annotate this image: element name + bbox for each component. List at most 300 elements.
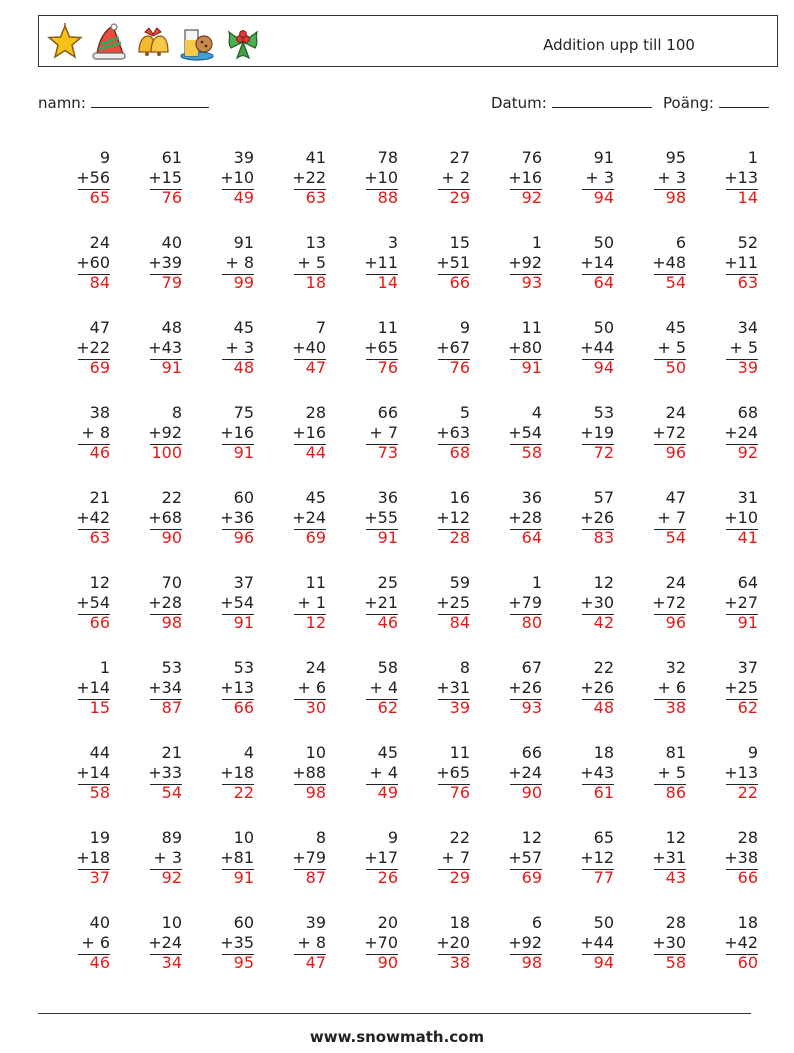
addition-problem (614, 913, 686, 998)
sum-rule (582, 784, 614, 785)
problem-grid (38, 148, 758, 998)
answer: 66 (449, 273, 470, 292)
addition-problem (686, 488, 758, 573)
answer: 68 (449, 443, 470, 462)
addition-problem (182, 913, 254, 998)
second-addend: +22 (292, 168, 326, 187)
addition-problem (542, 318, 614, 403)
addition-problem (542, 488, 614, 573)
sum-rule (222, 614, 254, 615)
sum-rule (726, 189, 758, 190)
first-addend: 89 (161, 828, 182, 847)
answer: 63 (305, 188, 326, 207)
answer: 91 (233, 868, 254, 887)
second-addend: +56 (76, 168, 110, 187)
first-addend: 1 (747, 148, 758, 167)
sum-rule (582, 954, 614, 955)
addition-problem (686, 573, 758, 658)
addition-problem (470, 233, 542, 318)
answer: 91 (737, 613, 758, 632)
addition-problem (614, 318, 686, 403)
addition-problem (38, 318, 110, 403)
answer: 94 (593, 358, 614, 377)
sum-rule (294, 529, 326, 530)
answer: 46 (89, 953, 110, 972)
first-addend: 95 (665, 148, 686, 167)
first-addend: 50 (593, 913, 614, 932)
second-addend: +38 (724, 848, 758, 867)
sum-rule (222, 699, 254, 700)
problem-row (38, 913, 758, 998)
sum-rule (222, 444, 254, 445)
sum-rule (654, 784, 686, 785)
addition-problem (326, 403, 398, 488)
second-addend: +40 (292, 338, 326, 357)
answer: 91 (377, 528, 398, 547)
addition-problem (182, 743, 254, 828)
addition-problem (614, 573, 686, 658)
second-addend: + 2 (441, 168, 470, 187)
answer: 90 (377, 953, 398, 972)
second-addend: +70 (364, 933, 398, 952)
first-addend: 48 (161, 318, 182, 337)
first-addend: 78 (377, 148, 398, 167)
first-addend: 37 (233, 573, 254, 592)
addition-problem (182, 658, 254, 743)
first-addend: 18 (593, 743, 614, 762)
worksheet-title: Addition upp till 100 (543, 36, 695, 54)
sum-rule (366, 699, 398, 700)
sum-rule (222, 274, 254, 275)
sum-rule (366, 869, 398, 870)
addition-problem (614, 403, 686, 488)
sum-rule (726, 529, 758, 530)
second-addend: +34 (148, 678, 182, 697)
second-addend: +25 (436, 593, 470, 612)
first-addend: 10 (161, 913, 182, 932)
answer: 29 (449, 868, 470, 887)
first-addend: 5 (459, 403, 470, 422)
sum-rule (294, 274, 326, 275)
second-addend: +16 (292, 423, 326, 442)
sum-rule (366, 529, 398, 530)
second-addend: + 4 (369, 763, 398, 782)
first-addend: 53 (593, 403, 614, 422)
sum-rule (366, 274, 398, 275)
first-addend: 47 (89, 318, 110, 337)
problem-row (38, 318, 758, 403)
sum-rule (582, 444, 614, 445)
second-addend: +24 (724, 423, 758, 442)
addition-problem (254, 828, 326, 913)
answer: 49 (377, 783, 398, 802)
addition-problem (614, 233, 686, 318)
first-addend: 41 (305, 148, 326, 167)
sum-rule (222, 189, 254, 190)
addition-problem (686, 403, 758, 488)
first-addend: 45 (665, 318, 686, 337)
sum-rule (294, 189, 326, 190)
sum-rule (366, 189, 398, 190)
answer: 69 (521, 868, 542, 887)
second-addend: + 7 (369, 423, 398, 442)
first-addend: 19 (89, 828, 110, 847)
santa-hat-icon (89, 22, 129, 62)
answer: 22 (737, 783, 758, 802)
first-addend: 57 (593, 488, 614, 507)
footer-divider (38, 1013, 751, 1014)
addition-problem (398, 488, 470, 573)
answer: 26 (377, 868, 398, 887)
sum-rule (582, 699, 614, 700)
score-blank (719, 93, 769, 108)
first-addend: 20 (377, 913, 398, 932)
problem-row (38, 828, 758, 913)
header-box (38, 15, 778, 67)
name-label: namn: (38, 94, 86, 112)
answer: 80 (521, 613, 542, 632)
first-addend: 10 (305, 743, 326, 762)
first-addend: 22 (593, 658, 614, 677)
answer: 62 (737, 698, 758, 717)
answer: 84 (449, 613, 470, 632)
addition-problem (542, 743, 614, 828)
answer: 96 (233, 528, 254, 547)
answer: 83 (593, 528, 614, 547)
second-addend: + 1 (297, 593, 326, 612)
first-addend: 65 (593, 828, 614, 847)
answer: 63 (89, 528, 110, 547)
addition-problem (398, 658, 470, 743)
sum-rule (78, 359, 110, 360)
date-blank (552, 93, 652, 108)
first-addend: 10 (233, 828, 254, 847)
first-addend: 27 (449, 148, 470, 167)
first-addend: 45 (305, 488, 326, 507)
sum-rule (78, 699, 110, 700)
sum-rule (726, 614, 758, 615)
second-addend: + 6 (657, 678, 686, 697)
answer: 43 (665, 868, 686, 887)
answer: 30 (305, 698, 326, 717)
sum-rule (654, 699, 686, 700)
sum-rule (78, 614, 110, 615)
sum-rule (78, 189, 110, 190)
problem-row (38, 233, 758, 318)
christmas-bells-icon (133, 22, 173, 62)
answer: 98 (305, 783, 326, 802)
first-addend: 39 (233, 148, 254, 167)
second-addend: + 5 (729, 338, 758, 357)
addition-problem (254, 403, 326, 488)
answer: 76 (449, 358, 470, 377)
second-addend: +92 (148, 423, 182, 442)
second-addend: +35 (220, 933, 254, 952)
addition-problem (614, 658, 686, 743)
first-addend: 70 (161, 573, 182, 592)
first-addend: 18 (449, 913, 470, 932)
first-addend: 9 (387, 828, 398, 847)
answer: 86 (665, 783, 686, 802)
second-addend: +25 (724, 678, 758, 697)
addition-problem (326, 913, 398, 998)
addition-problem (470, 658, 542, 743)
addition-problem (398, 148, 470, 233)
first-addend: 37 (737, 658, 758, 677)
second-addend: +39 (148, 253, 182, 272)
addition-problem (110, 403, 182, 488)
second-addend: +79 (508, 593, 542, 612)
answer: 47 (305, 358, 326, 377)
second-addend: +44 (580, 338, 614, 357)
answer: 64 (593, 273, 614, 292)
answer: 42 (593, 613, 614, 632)
answer: 72 (593, 443, 614, 462)
sum-rule (726, 954, 758, 955)
answer: 88 (377, 188, 398, 207)
first-addend: 91 (593, 148, 614, 167)
first-addend: 8 (171, 403, 182, 422)
addition-problem (110, 913, 182, 998)
first-addend: 4 (531, 403, 542, 422)
second-addend: + 3 (153, 848, 182, 867)
sum-rule (654, 869, 686, 870)
addition-problem (254, 913, 326, 998)
sum-rule (438, 699, 470, 700)
addition-problem (182, 488, 254, 573)
milk-and-cookie-icon (177, 22, 217, 62)
first-addend: 36 (377, 488, 398, 507)
first-addend: 22 (449, 828, 470, 847)
addition-problem (470, 318, 542, 403)
sum-rule (222, 529, 254, 530)
problem-row (38, 573, 758, 658)
first-addend: 24 (665, 403, 686, 422)
first-addend: 12 (593, 573, 614, 592)
first-addend: 44 (89, 743, 110, 762)
sum-rule (438, 869, 470, 870)
answer: 34 (161, 953, 182, 972)
addition-problem (470, 403, 542, 488)
first-addend: 28 (305, 403, 326, 422)
first-addend: 24 (305, 658, 326, 677)
answer: 38 (665, 698, 686, 717)
second-addend: +65 (364, 338, 398, 357)
second-addend: +43 (148, 338, 182, 357)
addition-problem (398, 573, 470, 658)
addition-problem (182, 403, 254, 488)
second-addend: +30 (580, 593, 614, 612)
name-field (38, 93, 209, 112)
addition-problem (182, 148, 254, 233)
second-addend: +42 (76, 508, 110, 527)
answer: 54 (665, 528, 686, 547)
second-addend: +10 (364, 168, 398, 187)
first-addend: 15 (449, 233, 470, 252)
addition-problem (686, 828, 758, 913)
answer: 94 (593, 953, 614, 972)
problem-row (38, 658, 758, 743)
sum-rule (150, 189, 182, 190)
second-addend: + 5 (297, 253, 326, 272)
answer: 93 (521, 273, 542, 292)
addition-problem (470, 148, 542, 233)
sum-rule (78, 274, 110, 275)
second-addend: +15 (148, 168, 182, 187)
second-addend: +92 (508, 253, 542, 272)
second-addend: +67 (436, 338, 470, 357)
addition-problem (254, 148, 326, 233)
first-addend: 1 (99, 658, 110, 677)
sum-rule (150, 274, 182, 275)
first-addend: 28 (665, 913, 686, 932)
sum-rule (438, 274, 470, 275)
addition-problem (470, 743, 542, 828)
addition-problem (254, 573, 326, 658)
sum-rule (510, 274, 542, 275)
second-addend: +57 (508, 848, 542, 867)
sum-rule (438, 189, 470, 190)
second-addend: +14 (580, 253, 614, 272)
sum-rule (222, 784, 254, 785)
first-addend: 81 (665, 743, 686, 762)
addition-problem (38, 913, 110, 998)
sum-rule (150, 529, 182, 530)
sum-rule (726, 274, 758, 275)
second-addend: +11 (724, 253, 758, 272)
addition-problem (110, 743, 182, 828)
addition-problem (686, 148, 758, 233)
addition-problem (110, 148, 182, 233)
answer: 61 (593, 783, 614, 802)
first-addend: 59 (449, 573, 470, 592)
addition-problem (182, 828, 254, 913)
second-addend: +48 (652, 253, 686, 272)
first-addend: 11 (521, 318, 542, 337)
addition-problem (38, 658, 110, 743)
addition-problem (254, 233, 326, 318)
sum-rule (366, 614, 398, 615)
answer: 100 (151, 443, 182, 462)
answer: 92 (737, 443, 758, 462)
first-addend: 61 (161, 148, 182, 167)
first-addend: 8 (459, 658, 470, 677)
addition-problem (398, 743, 470, 828)
answer: 66 (233, 698, 254, 717)
addition-problem (182, 233, 254, 318)
sum-rule (438, 529, 470, 530)
first-addend: 21 (89, 488, 110, 507)
second-addend: +36 (220, 508, 254, 527)
addition-problem (686, 658, 758, 743)
answer: 69 (89, 358, 110, 377)
second-addend: +68 (148, 508, 182, 527)
first-addend: 9 (99, 148, 110, 167)
first-addend: 12 (521, 828, 542, 847)
first-addend: 45 (233, 318, 254, 337)
first-addend: 68 (737, 403, 758, 422)
second-addend: +17 (364, 848, 398, 867)
first-addend: 34 (737, 318, 758, 337)
addition-problem (254, 318, 326, 403)
second-addend: +63 (436, 423, 470, 442)
second-addend: + 3 (585, 168, 614, 187)
addition-problem (254, 743, 326, 828)
sum-rule (654, 359, 686, 360)
problem-row (38, 488, 758, 573)
sum-rule (150, 614, 182, 615)
second-addend: +13 (220, 678, 254, 697)
first-addend: 39 (305, 913, 326, 932)
first-addend: 91 (233, 233, 254, 252)
addition-problem (38, 403, 110, 488)
first-addend: 28 (737, 828, 758, 847)
second-addend: +13 (724, 168, 758, 187)
second-addend: +44 (580, 933, 614, 952)
answer: 65 (89, 188, 110, 207)
problem-row (38, 403, 758, 488)
addition-problem (110, 828, 182, 913)
sum-rule (726, 869, 758, 870)
addition-problem (326, 148, 398, 233)
addition-problem (614, 488, 686, 573)
first-addend: 6 (531, 913, 542, 932)
first-addend: 53 (233, 658, 254, 677)
second-addend: + 3 (225, 338, 254, 357)
first-addend: 25 (377, 573, 398, 592)
second-addend: +20 (436, 933, 470, 952)
second-addend: +81 (220, 848, 254, 867)
footer-site: www.snowmath.com (309, 1028, 485, 1046)
addition-problem (326, 233, 398, 318)
addition-problem (686, 913, 758, 998)
sum-rule (222, 869, 254, 870)
addition-problem (542, 828, 614, 913)
second-addend: +31 (436, 678, 470, 697)
second-addend: + 8 (225, 253, 254, 272)
sum-rule (726, 784, 758, 785)
addition-problem (110, 318, 182, 403)
addition-problem (542, 658, 614, 743)
addition-problem (470, 828, 542, 913)
second-addend: +13 (724, 763, 758, 782)
answer: 84 (89, 273, 110, 292)
answer: 73 (377, 443, 398, 462)
sum-rule (150, 784, 182, 785)
first-addend: 1 (531, 233, 542, 252)
addition-problem (182, 573, 254, 658)
sum-rule (654, 954, 686, 955)
second-addend: +14 (76, 763, 110, 782)
second-addend: +12 (436, 508, 470, 527)
second-addend: + 4 (369, 678, 398, 697)
first-addend: 6 (675, 233, 686, 252)
answer: 29 (449, 188, 470, 207)
second-addend: +51 (436, 253, 470, 272)
sum-rule (582, 869, 614, 870)
sum-rule (582, 189, 614, 190)
answer: 69 (305, 528, 326, 547)
addition-problem (542, 148, 614, 233)
second-addend: + 5 (657, 763, 686, 782)
sum-rule (510, 784, 542, 785)
answer: 91 (233, 443, 254, 462)
sum-rule (438, 784, 470, 785)
sum-rule (294, 784, 326, 785)
sum-rule (294, 869, 326, 870)
answer: 98 (665, 188, 686, 207)
sum-rule (582, 274, 614, 275)
